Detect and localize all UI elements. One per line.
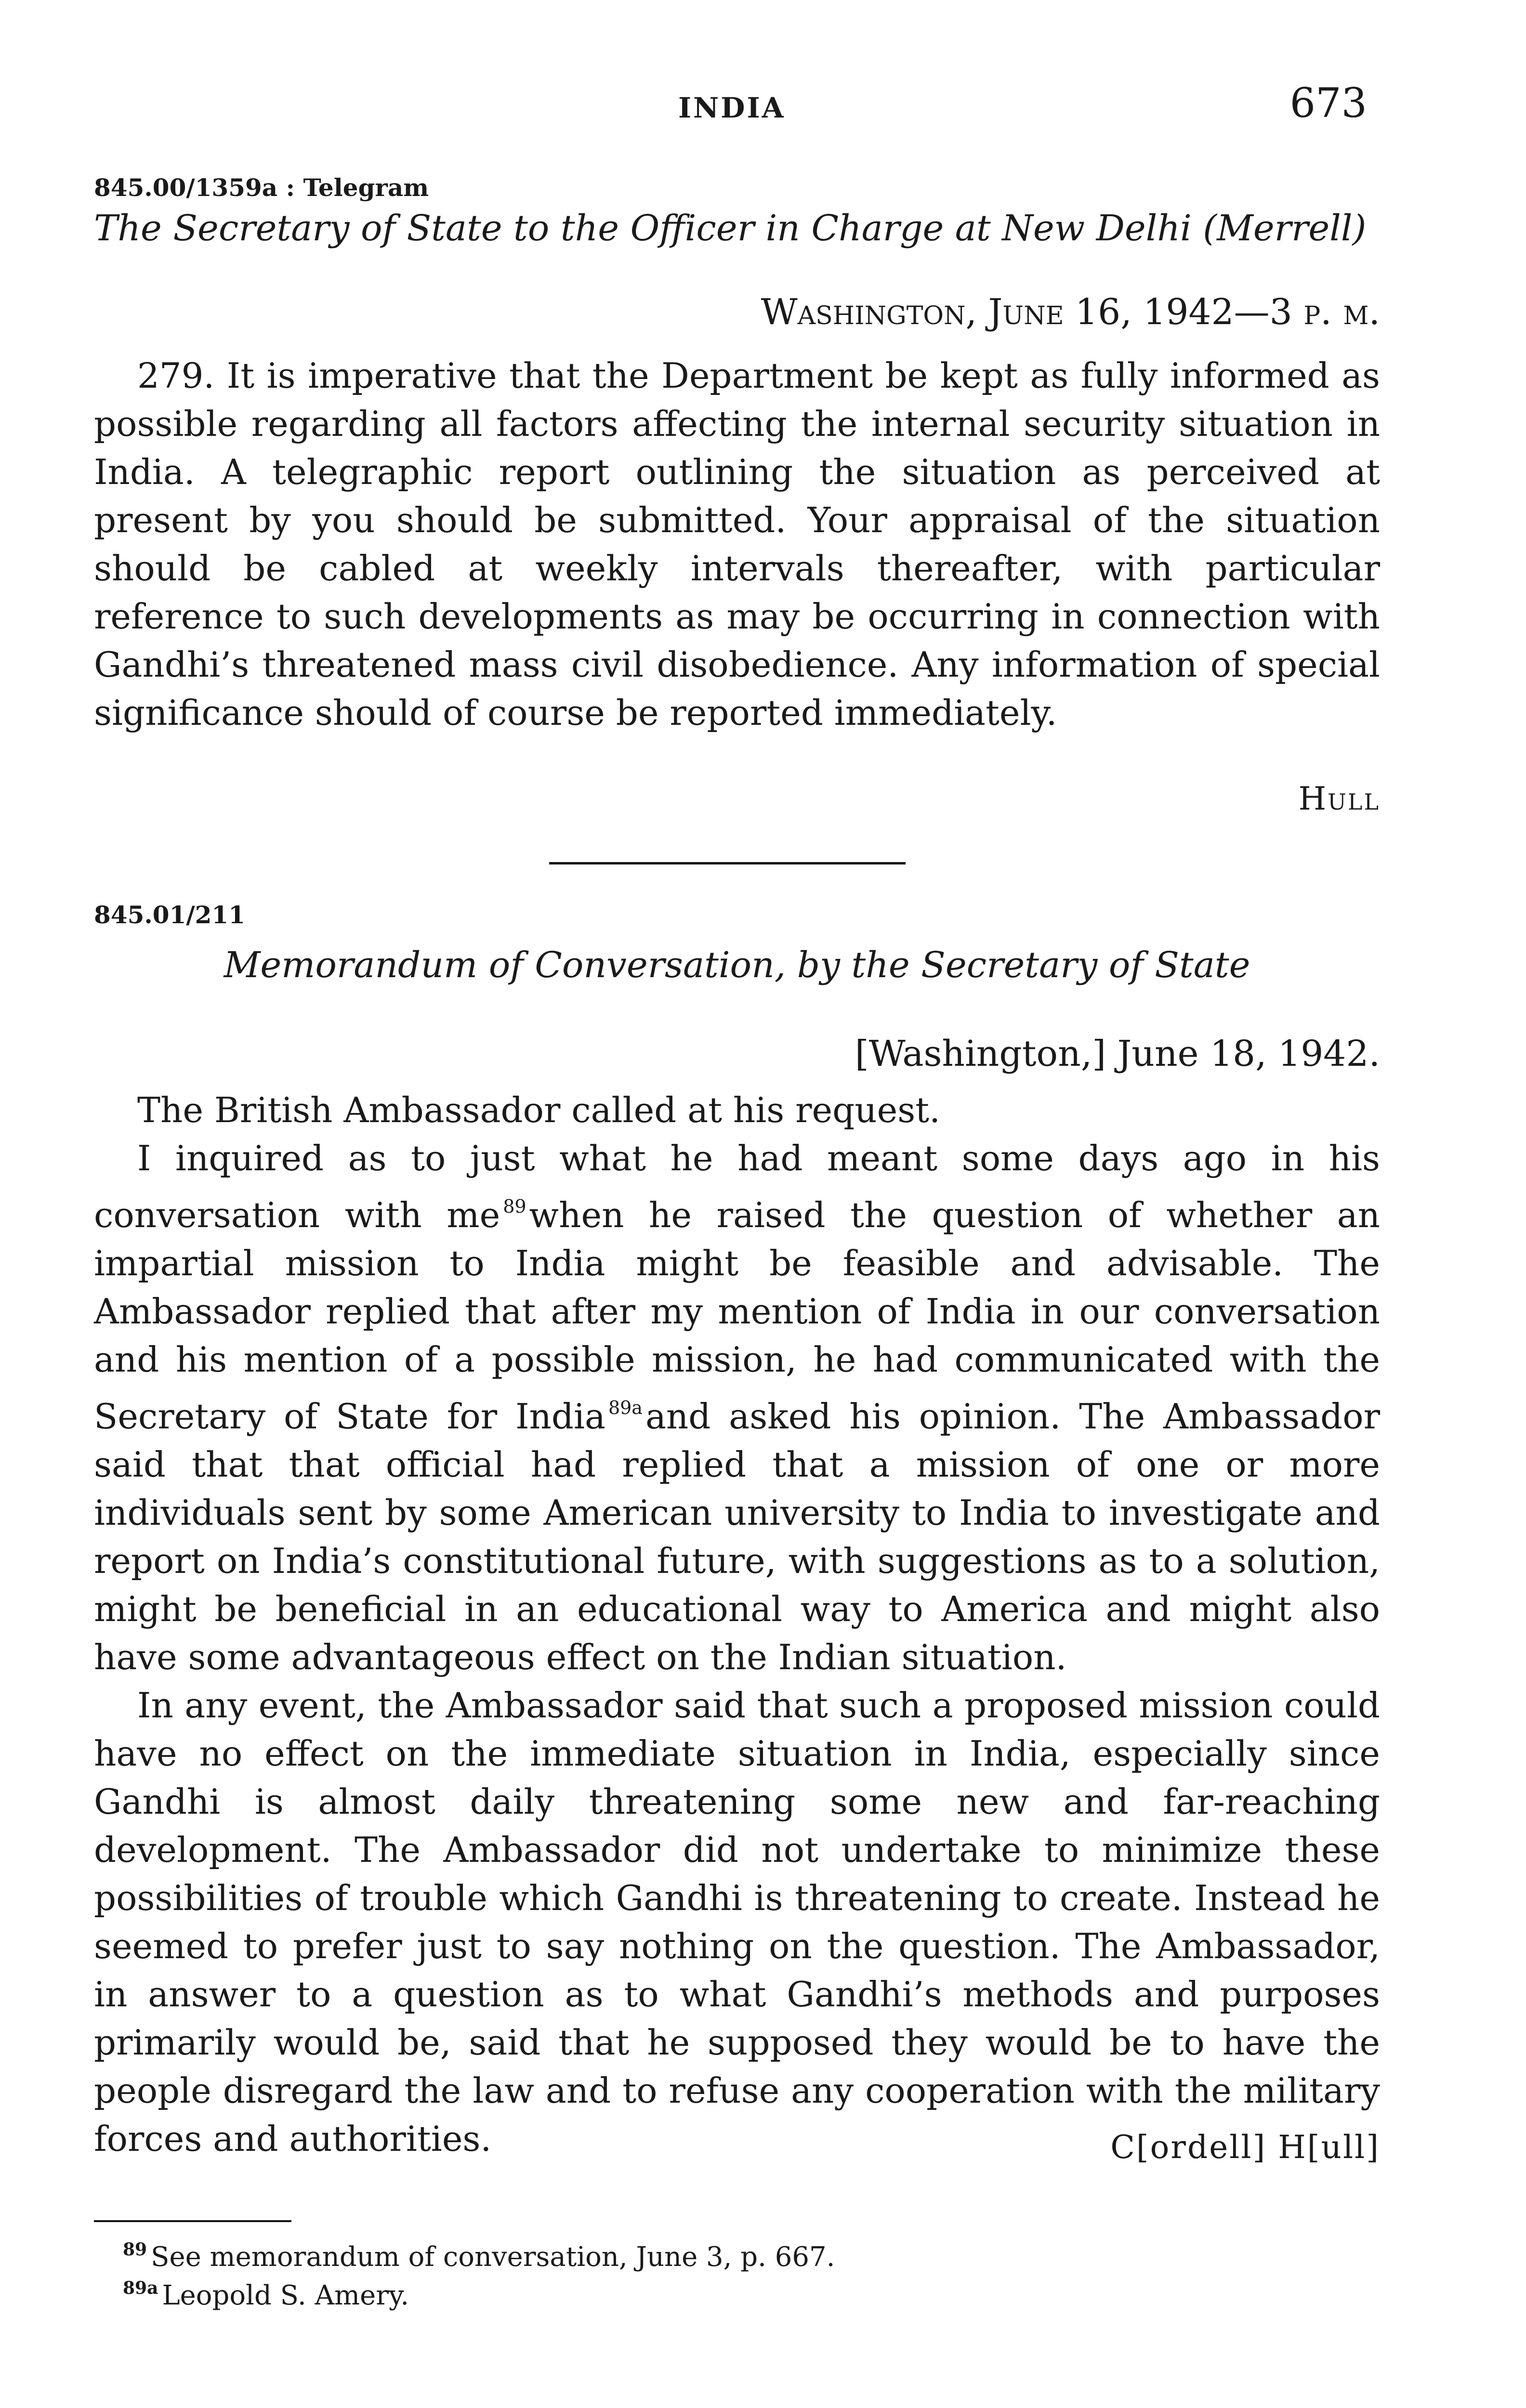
- page-number: 673: [1289, 79, 1367, 127]
- footnote-89: [123, 2239, 835, 2273]
- memo-dateline-block: [94, 1033, 1380, 1074]
- telegram-title: The Secretary of State to the Officer in Charge at New Delhi (Merrell): [94, 208, 1367, 249]
- memo-file-ref: 845.01/211: [94, 901, 245, 929]
- footnote-text: Leopold S. Amery.: [162, 2280, 409, 2311]
- telegram-dateline: Washington, June 16, 1942—3 p. m.: [761, 291, 1380, 333]
- memo-signature: C[ordell] H[ull]: [1110, 2129, 1380, 2166]
- memo-paragraph-3: In any event, the Ambassador said that such a proposed mission could have no effect on the immediate situation in India, especially since Gandhi is almost daily threatening some new and far-reaching development. The Ambassador did not undertake to minimize these possibilities of trouble which Gandhi is threatening to create. Instead he seemed to prefer just to say nothing on the question. The Ambassador, in answer to a question as to what Gandhi’s methods and purposes primarily would be, said that he supposed they would be to have the people disregard the law and to refuse any cooperation with the military forces and authorities.: [94, 1685, 1380, 2159]
- footnote-ref-89a[interactable]: 89a: [608, 1397, 643, 1418]
- memo-title-block: [94, 944, 1380, 987]
- memo-dateline: [94, 1033, 1380, 1074]
- telegram-paragraph: 279. It is imperative that the Department be kept as fully informed as possible regarding all factors affecting the internal security situation in India. A telegraphic report outlining the situation as perceived at present by you should be submitted. Your appraisal of the situation should be cabled at weekly intervals thereafter, with particular reference to such developments as may be occurring in connection with Gandhi’s threatened mass civil disobedience. Any information of special significance should of course be reported immediately.: [94, 355, 1380, 733]
- footnote-mark: 89a: [123, 2278, 158, 2298]
- telegram-file-ref: 845.00/1359a : Telegram: [94, 173, 429, 202]
- telegram-signature: Hull: [1298, 780, 1380, 817]
- footnote-ref-89[interactable]: 89: [503, 1196, 526, 1217]
- telegram-signature-block: [94, 780, 1380, 817]
- section-divider: [549, 862, 906, 864]
- page-header: [0, 79, 1526, 132]
- memo-body: [94, 1086, 1380, 2163]
- footnote-89a: [123, 2278, 409, 2311]
- memo-paragraph-2-part-c: and asked his opinion. The Ambassador said that that official had replied that a mission of one or more individuals sent by some American university to India to investigate and report on India’s constitutional future, with suggestions as to a solution, might be beneficial in an educational way to America and might also have some advantageous effect on the Indian situation.: [94, 1396, 1380, 1677]
- telegram-file-ref-block: [94, 173, 1380, 202]
- memo-paragraph-2: [94, 1134, 1380, 1681]
- footnote-text: See memorandum of conversation, June 3, p. 667.: [151, 2241, 835, 2273]
- memo-paragraph-2-part-a: I inquired as to just what he had meant some days ago in his conversation with me: [94, 1138, 1380, 1235]
- footnote-mark: 89: [123, 2239, 147, 2260]
- telegram-title-block: [94, 207, 1380, 250]
- memo-title: Memorandum of Conversation, by the Secretary of State: [224, 944, 1250, 986]
- footnote-divider: [94, 2220, 291, 2222]
- memo-signature-block: [94, 2129, 1380, 2166]
- running-head: INDIA: [678, 92, 786, 124]
- memo-paragraph-1: The British Ambassador called at his request.: [137, 1090, 941, 1130]
- telegram-body: [94, 352, 1380, 737]
- memo-dateline-text: [Washington,] June 18, 1942.: [855, 1033, 1380, 1074]
- telegram-dateline-block: [94, 291, 1380, 333]
- memo-file-ref-block: [94, 901, 1380, 929]
- memo-paragraph-2-part-b: when he raised the question of whether an impartial mission to India might be feasible and advisable. The Ambassador replied that after my mention of India in our conversation and his mention of a possible mission, he had communicated with the Secretary of State for India: [94, 1195, 1380, 1437]
